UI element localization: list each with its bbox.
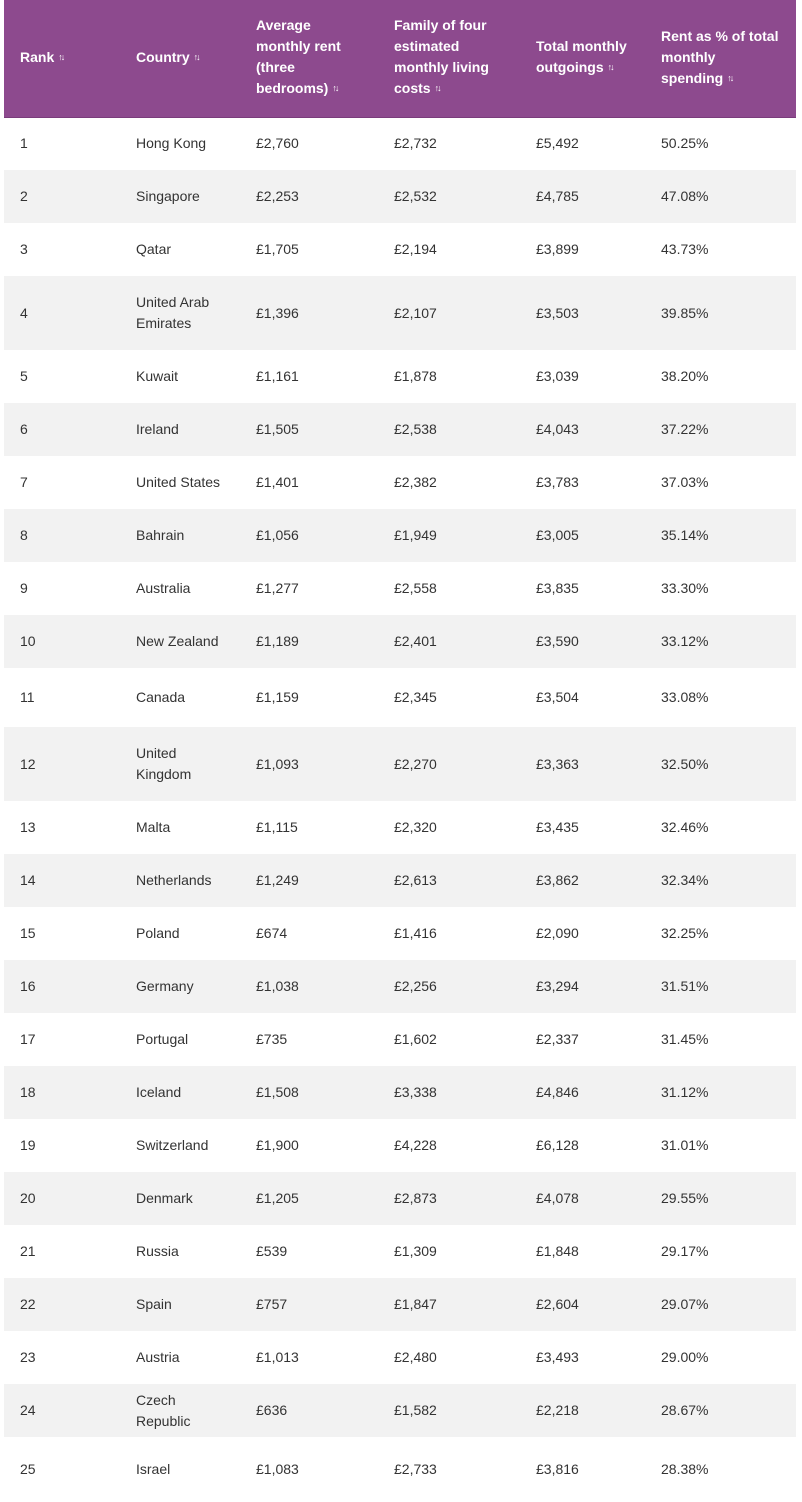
cell-living-costs: £2,733 [378,1437,520,1496]
cell-rank: 16 [4,960,120,1013]
cell-rent: £1,093 [240,727,378,801]
cell-rent: £1,401 [240,456,378,509]
cell-living-costs: £1,602 [378,1013,520,1066]
cell-total-outgoings: £3,503 [520,276,645,350]
cell-rent-percentage: 31.51% [645,960,796,1013]
cell-living-costs: £2,558 [378,562,520,615]
cell-rank: 12 [4,727,120,801]
cell-living-costs: £3,338 [378,1066,520,1119]
cell-rent: £1,159 [240,668,378,727]
cell-rent-percentage: 32.46% [645,801,796,854]
table-body [4,117,796,1496]
cell-total-outgoings: £2,218 [520,1384,645,1437]
table-row [4,223,796,276]
cell-rent-percentage: 33.12% [645,615,796,668]
cell-total-outgoings: £5,492 [520,117,645,170]
cell-rank: 21 [4,1225,120,1278]
cell-rank: 8 [4,509,120,562]
cell-rent-percentage: 31.01% [645,1119,796,1172]
cell-rank: 11 [4,668,120,727]
cell-rent: £1,249 [240,854,378,907]
cell-rent: £1,205 [240,1172,378,1225]
cell-living-costs: £2,732 [378,117,520,170]
cell-total-outgoings: £3,493 [520,1331,645,1384]
table-row [4,1119,796,1172]
column-header-rank[interactable] [4,0,120,117]
cell-rent: £1,508 [240,1066,378,1119]
cell-rank: 15 [4,907,120,960]
cell-rent: £1,705 [240,223,378,276]
column-header-label: Total monthly outgoings [536,38,627,76]
cell-rent-percentage: 38.20% [645,350,796,403]
sort-arrows-icon[interactable]: ↑↓ [607,62,613,73]
cell-living-costs: £1,847 [378,1278,520,1331]
cell-rent: £2,760 [240,117,378,170]
cell-country: Australia [120,562,240,615]
cell-rent: £1,083 [240,1437,378,1496]
cell-rank: 4 [4,276,120,350]
table-row [4,1437,796,1496]
column-header-label: Rent as % of total monthly spending [661,27,779,86]
cell-total-outgoings: £4,846 [520,1066,645,1119]
cell-country: Portugal [120,1013,240,1066]
column-header-label: Rank [20,48,55,65]
table-row [4,727,796,801]
cell-total-outgoings: £4,043 [520,403,645,456]
cell-rent: £1,277 [240,562,378,615]
cell-rent: £1,900 [240,1119,378,1172]
table-row [4,1278,796,1331]
cell-country: United Kingdom [120,727,240,801]
cell-rank: 10 [4,615,120,668]
cell-rent-percentage: 31.45% [645,1013,796,1066]
cell-total-outgoings: £3,862 [520,854,645,907]
cell-rent-percentage: 32.34% [645,854,796,907]
cell-rent: £1,505 [240,403,378,456]
cell-total-outgoings: £3,504 [520,668,645,727]
cell-rent: £1,013 [240,1331,378,1384]
cell-rent: £636 [240,1384,378,1437]
cell-rent: £1,038 [240,960,378,1013]
cell-rank: 5 [4,350,120,403]
cell-total-outgoings: £3,039 [520,350,645,403]
cost-of-living-table-container [4,0,796,1496]
cell-country: Canada [120,668,240,727]
column-header-total-outgoings[interactable] [520,0,645,117]
cell-country: Denmark [120,1172,240,1225]
cell-living-costs: £2,107 [378,276,520,350]
cell-living-costs: £2,320 [378,801,520,854]
cell-country: United States [120,456,240,509]
sort-arrows-icon[interactable]: ↑↓ [434,83,440,94]
cell-country: Austria [120,1331,240,1384]
cell-rent-percentage: 37.22% [645,403,796,456]
cell-rank: 3 [4,223,120,276]
cell-rank: 9 [4,562,120,615]
cell-country: Switzerland [120,1119,240,1172]
cell-living-costs: £2,613 [378,854,520,907]
cell-total-outgoings: £2,337 [520,1013,645,1066]
cell-total-outgoings: £3,783 [520,456,645,509]
cell-rent: £1,396 [240,276,378,350]
cell-total-outgoings: £3,435 [520,801,645,854]
table-row [4,1172,796,1225]
cell-rent-percentage: 33.08% [645,668,796,727]
cell-rent: £1,115 [240,801,378,854]
cell-country: New Zealand [120,615,240,668]
table-row [4,1013,796,1066]
cell-rent: £1,056 [240,509,378,562]
cell-living-costs: £2,345 [378,668,520,727]
cell-rent-percentage: 32.50% [645,727,796,801]
cell-living-costs: £2,532 [378,170,520,223]
cell-living-costs: £2,480 [378,1331,520,1384]
cell-living-costs: £2,194 [378,223,520,276]
cell-country: Qatar [120,223,240,276]
cell-country: Kuwait [120,350,240,403]
cell-rent-percentage: 28.38% [645,1437,796,1496]
cell-total-outgoings: £3,294 [520,960,645,1013]
cell-rank: 17 [4,1013,120,1066]
cell-living-costs: £4,228 [378,1119,520,1172]
table-row [4,562,796,615]
cell-total-outgoings: £3,590 [520,615,645,668]
cell-country: Iceland [120,1066,240,1119]
cell-rent: £757 [240,1278,378,1331]
cell-rent-percentage: 29.00% [645,1331,796,1384]
header-row [4,0,796,117]
cell-total-outgoings: £3,363 [520,727,645,801]
cell-country: Spain [120,1278,240,1331]
cell-total-outgoings: £2,090 [520,907,645,960]
cell-rank: 22 [4,1278,120,1331]
column-header-country[interactable] [120,0,240,117]
cell-rent-percentage: 33.30% [645,562,796,615]
table-row [4,403,796,456]
cell-living-costs: £1,878 [378,350,520,403]
cell-living-costs: £1,949 [378,509,520,562]
cell-rent-percentage: 35.14% [645,509,796,562]
cell-country: Poland [120,907,240,960]
cell-rent-percentage: 50.25% [645,117,796,170]
cell-rent: £1,161 [240,350,378,403]
cell-total-outgoings: £3,816 [520,1437,645,1496]
cell-total-outgoings: £3,899 [520,223,645,276]
cell-country: Singapore [120,170,240,223]
cost-of-living-table [4,0,796,1496]
cell-country: Russia [120,1225,240,1278]
cell-rent: £674 [240,907,378,960]
cell-living-costs: £1,416 [378,907,520,960]
table-row [4,1331,796,1384]
sort-arrows-icon[interactable]: ↑↓ [332,83,338,94]
cell-living-costs: £2,873 [378,1172,520,1225]
cell-rent-percentage: 29.07% [645,1278,796,1331]
table-row [4,170,796,223]
sort-arrows-icon[interactable]: ↑↓ [727,72,733,83]
table-row [4,350,796,403]
cell-living-costs: £2,401 [378,615,520,668]
cell-rent-percentage: 28.67% [645,1384,796,1437]
sort-arrows-icon[interactable]: ↑↓ [58,51,64,62]
cell-total-outgoings: £1,848 [520,1225,645,1278]
cell-rent-percentage: 29.55% [645,1172,796,1225]
cell-rent-percentage: 29.17% [645,1225,796,1278]
cell-country: United Arab Emirates [120,276,240,350]
cell-rank: 25 [4,1437,120,1496]
cell-country: Netherlands [120,854,240,907]
cell-rank: 7 [4,456,120,509]
table-row [4,117,796,170]
cell-country: Ireland [120,403,240,456]
cell-rent-percentage: 47.08% [645,170,796,223]
cell-rank: 6 [4,403,120,456]
cell-living-costs: £2,538 [378,403,520,456]
table-row [4,907,796,960]
cell-rent: £2,253 [240,170,378,223]
cell-total-outgoings: £2,604 [520,1278,645,1331]
cell-rank: 20 [4,1172,120,1225]
table-row [4,854,796,907]
table-row [4,1384,796,1437]
cell-rank: 1 [4,117,120,170]
cell-rent-percentage: 39.85% [645,276,796,350]
column-header-label: Family of four estimated monthly living costs [394,17,489,97]
table-row [4,960,796,1013]
sort-arrows-icon[interactable]: ↑↓ [193,51,199,62]
cell-rank: 23 [4,1331,120,1384]
cell-country: Germany [120,960,240,1013]
table-row [4,509,796,562]
table-row [4,668,796,727]
cell-living-costs: £1,582 [378,1384,520,1437]
cell-rank: 24 [4,1384,120,1437]
column-header-living-costs[interactable] [378,0,520,117]
column-header-rent-percentage[interactable] [645,0,796,117]
cell-rent-percentage: 37.03% [645,456,796,509]
table-header [4,0,796,117]
table-row [4,1225,796,1278]
cell-country: Bahrain [120,509,240,562]
cell-country: Czech Republic [120,1384,240,1437]
cell-rent: £539 [240,1225,378,1278]
cell-living-costs: £2,256 [378,960,520,1013]
cell-rank: 18 [4,1066,120,1119]
cell-living-costs: £2,382 [378,456,520,509]
cell-living-costs: £1,309 [378,1225,520,1278]
column-header-label: Average monthly rent (three bedrooms) [256,17,341,97]
table-row [4,801,796,854]
column-header-rent[interactable] [240,0,378,117]
cell-rank: 19 [4,1119,120,1172]
column-header-label: Country [136,48,190,65]
cell-total-outgoings: £6,128 [520,1119,645,1172]
table-row [4,615,796,668]
cell-country: Israel [120,1437,240,1496]
cell-total-outgoings: £4,785 [520,170,645,223]
table-row [4,276,796,350]
table-row [4,1066,796,1119]
cell-rent: £1,189 [240,615,378,668]
cell-rank: 13 [4,801,120,854]
table-row [4,456,796,509]
cell-rent-percentage: 31.12% [645,1066,796,1119]
cell-country: Malta [120,801,240,854]
cell-rent-percentage: 32.25% [645,907,796,960]
cell-rent: £735 [240,1013,378,1066]
cell-total-outgoings: £3,005 [520,509,645,562]
cell-rank: 2 [4,170,120,223]
cell-total-outgoings: £4,078 [520,1172,645,1225]
cell-total-outgoings: £3,835 [520,562,645,615]
cell-living-costs: £2,270 [378,727,520,801]
cell-country: Hong Kong [120,117,240,170]
cell-rent-percentage: 43.73% [645,223,796,276]
cell-rank: 14 [4,854,120,907]
